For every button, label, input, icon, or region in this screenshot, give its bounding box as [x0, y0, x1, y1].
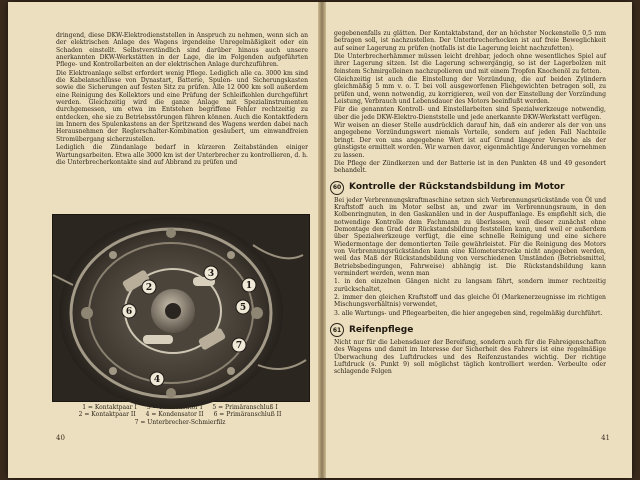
right-paragraph: Wir weisen an dieser Stelle ausdrücklich darauf hin, daß ein anderer als der von uns angegebene Vorzündungswert niemals Vorteile, sondern auf jeden Fall Nachteile bringt. Der von uns angegebene Wert ist auf Grund längerer Versuche als der günstigste ermittelt worden. Wir warnen davor, eigenmächtige Änderungen vornehmen zu lassen.: [334, 122, 606, 159]
left-paragraph: Lediglich die Zündanlage bedarf in kürzeren Zeitabständen einiger Wartungsarbeiten. Etwa alle 3000 km ist der Unterbrecher zu kontrollieren, d. h. die Unterbrecherkontakte sind auf Abbrand zu prüfen und: [56, 144, 308, 166]
caption-item: 5 = Primäranschluß I: [212, 404, 278, 411]
right-text-column: [334, 30, 606, 460]
figure-callout-3: [204, 266, 218, 280]
section-heading-61: [330, 323, 606, 337]
svg-text:7: 7: [235, 341, 243, 351]
right-paragraph: Die Unterbrecherhämmer müssen leicht drehbar, jedoch ohne wesentliches Spiel auf ihrer Lagerung sitzen. Ist die Lagerung schwergängig, so ist der Lagerbolzen mit feinstem Schmirgelleinen nachzupolieren und mit einem Tropfen Knochenöl zu fetten.: [334, 53, 606, 75]
section-number-badge: 60: [330, 181, 344, 195]
figure-callout-6: [122, 304, 136, 318]
caption-item: 6 = Primäranschluß II: [213, 411, 282, 419]
section-paragraph: Nicht nur für die Lebensdauer der Bereifung, sondern auch für die Fahreigenschaften des Wagens und damit im Interesse der Sicherheit des Fahrers ist eine regelmäßige Überwachung des Luftdruckes und des Reifenzustandes wichtig. Der richtige Luftdruck (s. Punkt 9) soll möglichst täglich kontrolliert werden. Verbeulte oder schlagende Felgen: [334, 339, 606, 376]
caption-item: 2 = Kontaktpaar II: [78, 411, 136, 419]
figure-callout-5: [236, 300, 250, 314]
right-paragraph: Für die genannten Kontroll- und Einstellarbeiten sind Spezialwerkzeuge notwendig, über die jede DKW-Elektro-Dienststelle und jede anerkannte DKW-Werkstatt verfügen.: [334, 106, 606, 121]
book-spread: [8, 2, 632, 478]
section-paragraph: Bei jeder Verbrennungskraftmaschine setzen sich Verbrennungsrückstände von Öl und Kraftstoff auch im Motor selbst an, und zwar im Verbrennungsraum, in den Kolbenringnuten, in den Gaskanälen und in der Auspuffanlage. Es empfiehlt sich, die notwendige Kontrolle dem Fachmann zu überlassen, weil dieser zunächst ohne Demontage den Grad der Rückstandsbildung feststellen kann, und weil er außerdem über Spezialwerkzeuge verfügt, die eine schnelle Reinigung und eine sichere Wiedermontage der demontierten Teile gewährleistet. Für die Reinigung des Motors von Verbrennungsrückständen kann eine Kilometerstrecke nicht angegeben werden, weil das Maß der Rückstandsbildung von verschiedenen Umständen (Betriebsmittel, Betriebsbedingungen, Fahrweise) abhängig ist. Die Rückstandsbildung kann vermindert werden, wenn man: [334, 196, 606, 277]
distributor-photo: [52, 214, 310, 402]
section-list-item: 1. in den einzelnen Gängen nicht zu langsam fährt, sondern immer rechtzeitig zurückschaltet,: [334, 278, 606, 293]
book-gutter: [318, 2, 326, 478]
caption-item: 7 = Unterbrecher-Schmierfilz: [134, 418, 226, 426]
caption-item: 1 = Kontaktpaar I: [82, 404, 137, 411]
svg-text:4: 4: [153, 375, 161, 385]
section-number-badge: 61: [330, 323, 344, 337]
left-paragraph: dringend, diese DKW-Elektrodienststellen in Anspruch zu nehmen, wenn sich an der elektrischen Anlage des Wagens irgendeine Unregelmäßigkeit oder ein Schaden einstellt. Selbstverständlich sind darüber hinaus auch unsere anerkannten DKW-Werkstätten in der Lage, die im Folgenden aufgeführten Pflege- und Kontrollarbeiten an der elektrischen Anlage durchzuführen.: [56, 32, 308, 69]
svg-text:5: 5: [239, 303, 247, 313]
left-paragraph: Die Elektroanlage selbst erfordert wenig Pflege. Lediglich alle ca. 3000 km sind die Kabelanschlüsse von Dynastart, Batterie, Spulen- und Sicherungskasten sowie die Sicherungen auf festen Sitz zu prüfen. Alle 12 000 km soll außerdem eine Reinigung des Kollektors und eine Prüfung der Schleifkohlen durchgeführt werden. Gleichzeitig wird die ganze Anlage mit Spezialinstrumenten durchgemessen, um etwa im Entstehen begriffene Fehler rechtzeitig zu entdecken, ehe sie zu Betriebsstörungen führen können. Auch die Kontaktfedern im Innern des Spulenkastens an der Spritzwand des Wagens werden dabei nach Herausnehmen der Reglerschalter-Kombination gesäubert, um einwandfreien Stromübergang sicherzustellen.: [56, 69, 308, 143]
figure-callout-4: [150, 372, 164, 386]
svg-text:3: 3: [207, 269, 215, 279]
right-paragraph: Gleichzeitig ist auch die Einstellung der Vorzündung, die auf beiden Zylindern gleichmäßig 5 mm v. o. T. bei voll ausgeworfenen Fliehgewichten betragen soll, zu prüfen und, wenn notwendig, zu korrigieren, weil von der Einstellung der Vorzündung Leistung, Verbrauch und Lebensdauer des Motors beeinflußt werden.: [334, 76, 606, 106]
svg-text:2: 2: [145, 283, 153, 293]
svg-text:1: 1: [245, 281, 253, 291]
svg-text:6: 6: [125, 307, 133, 317]
figure-callout-1: [242, 278, 256, 292]
caption-item: 4 = Kondensator II: [145, 411, 204, 419]
distributor-illustration: [53, 215, 309, 401]
caption-item: 3 = Kondensator I: [146, 404, 203, 411]
right-paragraph: gegebenenfalls zu glätten. Der Kontaktabstand, der an höchster Nockenstelle 0,5 mm betragen soll, ist nachzustellen. Der Unterbrecherhocken ist auf freie Beweglichkeit auf seiner Lagerung zu prüfen (notfalls ist die Lagerung leicht nachzufetten).: [334, 30, 606, 52]
right-page: [326, 2, 632, 478]
section-title: Reifenpflege: [349, 324, 414, 335]
page-number-right: 41: [601, 434, 610, 442]
section-heading-60: [330, 181, 606, 195]
section-list-item: 2. immer den gleichen Kraftstoff und das gleiche Öl (Markenerzeugnisse im richtigen Mischungsverhältnis) verwendet,: [334, 294, 606, 309]
figure-caption: [52, 404, 308, 426]
left-text-column: [56, 32, 308, 212]
figure-callout-7: [232, 338, 246, 352]
section-title: Kontrolle der Rückstandsbildung im Motor: [349, 182, 565, 193]
right-paragraph: Die Pflege der Zündkerzen und der Batterie ist in den Punkten 48 und 49 gesondert behandelt.: [334, 159, 606, 175]
figure-callout-2: [142, 280, 156, 294]
page-number-left: 40: [56, 434, 65, 442]
left-page: [8, 2, 318, 478]
section-list-item: 3. alle Wartungs- und Pflegearbeiten, die hier angegeben sind, regelmäßig durchführt.: [334, 309, 603, 317]
